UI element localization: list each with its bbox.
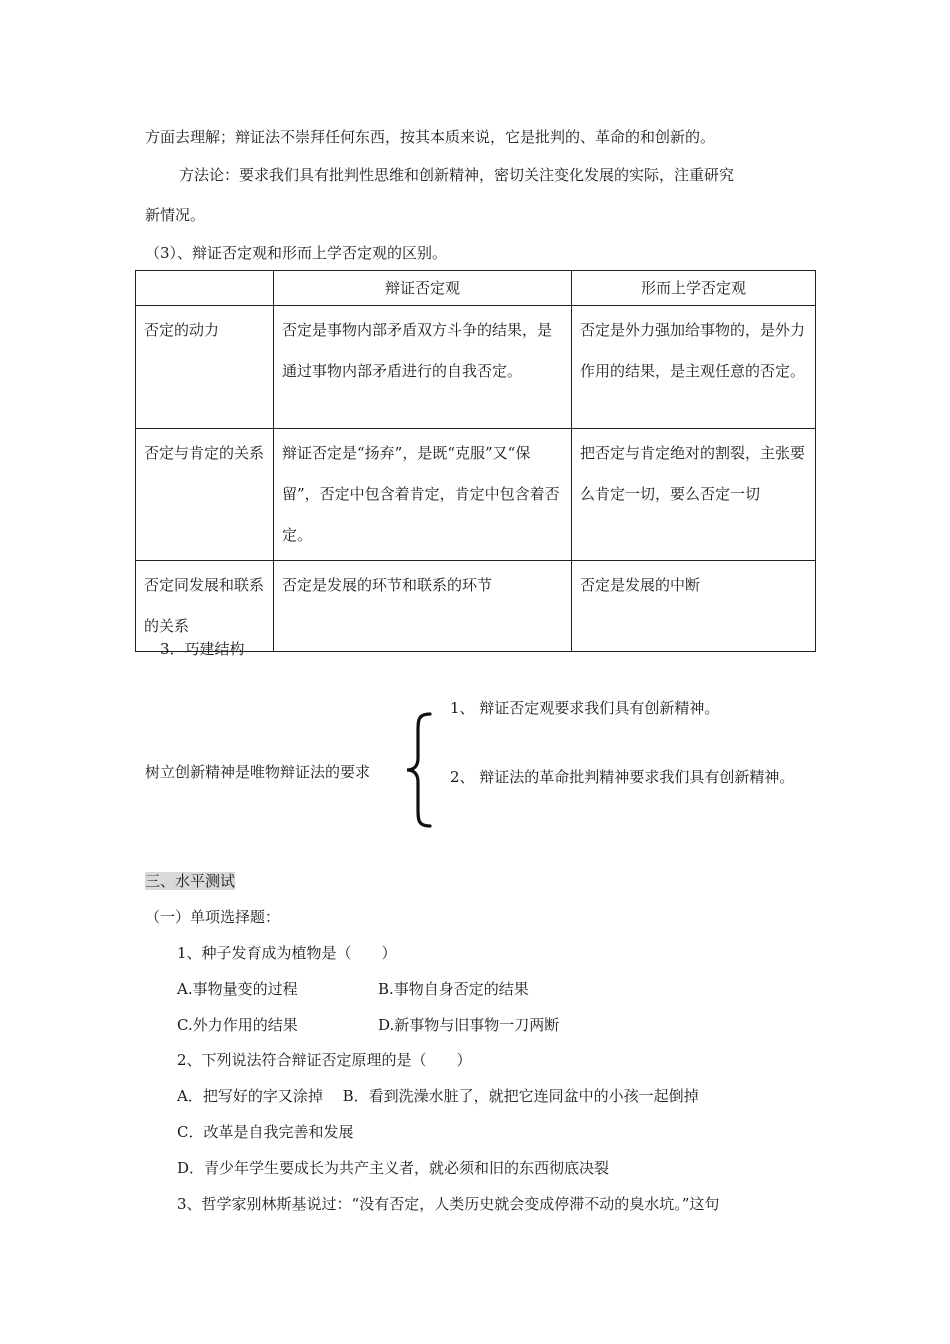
row-label: 否定同发展和联系的关系 [136, 561, 274, 652]
q2-option-ab: A．把写好的字又涂掉 B．看到洗澡水脏了，就把它连同盆中的小孩一起倒掉 [177, 1087, 699, 1105]
question-2-stem: 2、下列说法符合辩证否定原理的是（ ） [177, 1051, 472, 1069]
table-row [136, 306, 816, 429]
metaphysical-cell: 否定是外力强加给事物的，是外力作用的结果，是主观任意的否定。 [572, 306, 816, 429]
structure-branch-2: 2、 辩证法的革命批判精神要求我们具有创新精神。 [450, 768, 795, 786]
curly-brace-icon [404, 712, 432, 828]
q1-option-c: C.外力作用的结果 [177, 1016, 298, 1034]
q2-option-d: D．青少年学生要成长为共产主义者，就必须和旧的东西彻底决裂 [177, 1159, 610, 1177]
structure-title: 3．巧建结构 [160, 640, 245, 658]
q1-option-a: A.事物量变的过程 [177, 980, 298, 998]
table-header-metaphysical: 形而上学否定观 [572, 271, 816, 306]
metaphysical-cell: 否定是发展的中断 [572, 561, 816, 652]
row-label: 否定的动力 [136, 306, 274, 429]
dialectic-cell: 否定是事物内部矛盾双方斗争的结果，是通过事物内部矛盾进行的自我否定。 [274, 306, 572, 429]
intro-line-1: 方面去理解；辩证法不崇拜任何东西，按其本质来说，它是批判的、革命的和创新的。 [145, 128, 716, 146]
question-3-stem: 3、哲学家别林斯基说过：“没有否定，人类历史就会变成停滞不动的臭水坑。”这句 [177, 1195, 720, 1213]
structure-branch-1: 1、 辩证否定观要求我们具有创新精神。 [450, 699, 720, 717]
test-heading [145, 870, 235, 891]
q1-option-d: D.新事物与旧事物一刀两断 [378, 1016, 560, 1034]
question-1-stem: 1、种子发育成为植物是（ ） [177, 944, 397, 962]
test-heading-text: 三、水平测试 [145, 872, 236, 890]
negation-comparison-table [135, 270, 816, 652]
dialectic-cell: 辩证否定是“扬弃”，是既“克服”又“保留”，否定中包含着肯定，肯定中包含着否定。 [274, 429, 572, 561]
table-header-row [136, 271, 816, 306]
metaphysical-cell: 把否定与肯定绝对的割裂，主张要么肯定一切，要么否定一切 [572, 429, 816, 561]
table-header-dialectic: 辩证否定观 [274, 271, 572, 306]
test-subheading: （一）单项选择题： [145, 908, 281, 926]
section-3-title: （3）、辩证否定观和形而上学否定观的区别。 [145, 244, 448, 262]
intro-line-3: 新情况。 [145, 206, 206, 224]
structure-root: 树立创新精神是唯物辩证法的要求 [145, 763, 371, 781]
q2-option-c: C．改革是自我完善和发展 [177, 1123, 354, 1141]
methodology-line: 方法论：要求我们具有批判性思维和创新精神，密切关注变化发展的实际，注重研究 [179, 166, 735, 184]
dialectic-cell: 否定是发展的环节和联系的环节 [274, 561, 572, 652]
q1-option-b: B.事物自身否定的结果 [378, 980, 529, 998]
table-header-empty [136, 271, 274, 306]
row-label: 否定与肯定的关系 [136, 429, 274, 561]
table-row [136, 429, 816, 561]
